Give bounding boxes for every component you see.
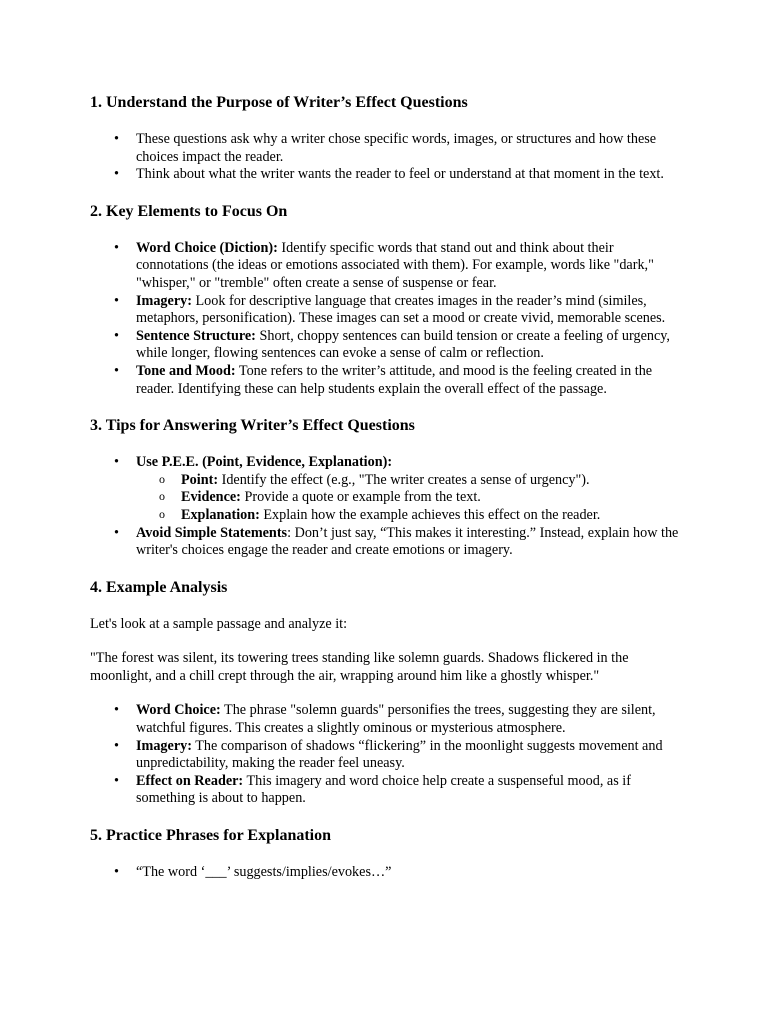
sub-list-item bbox=[181, 507, 680, 525]
intro-paragraph: Let's look at a sample passage and analyze it: bbox=[90, 615, 348, 632]
section-3-heading: 3. Tips for Answering Writer’s Effect Questions bbox=[90, 417, 415, 435]
section-4-list bbox=[90, 702, 680, 808]
pee-sublist bbox=[136, 472, 680, 525]
item-term: Imagery: bbox=[136, 292, 192, 309]
section-3-list bbox=[90, 454, 680, 560]
item-term: Avoid Simple Statements bbox=[136, 524, 288, 541]
list-item: • “The word ‘___’ suggests/implies/evokes…” bbox=[136, 864, 680, 882]
item-text: The phrase "solemn guards" personifies the trees, suggesting they are silent, watchful figures. This creates a slightly ominous or mysterious atmosphere. bbox=[136, 702, 656, 737]
list-item bbox=[136, 702, 680, 737]
item-text: Explain how the example achieves this effect on the reader. bbox=[259, 506, 601, 523]
list-item bbox=[136, 293, 680, 328]
item-term: Evidence: bbox=[181, 489, 241, 506]
list-item bbox=[136, 363, 680, 398]
list-item bbox=[136, 328, 680, 363]
section-5-heading: 5. Practice Phrases for Explanation bbox=[90, 827, 332, 845]
list-item: • Think about what the writer wants the reader to feel or understand at that moment in the text. bbox=[136, 166, 680, 184]
list-item: • These questions ask why a writer chose specific words, images, or structures and how these choices impact the reader. bbox=[136, 131, 680, 166]
list-item bbox=[136, 240, 680, 293]
sub-list-item bbox=[181, 489, 680, 507]
item-text: Provide a quote or example from the text. bbox=[240, 489, 481, 506]
item-text: The comparison of shadows “flickering” in the moonlight suggests movement and unpredictability, making the reader feel uneasy. bbox=[136, 737, 663, 772]
item-text: Tone refers to the writer’s attitude, and mood is the feeling created in the reader. Identifying these can help students explain the overall effect of the passage. bbox=[136, 362, 653, 397]
document-body bbox=[90, 93, 680, 900]
sub-list-item bbox=[181, 472, 680, 490]
section-1-heading: 1. Understand the Purpose of Writer’s Effect Questions bbox=[90, 94, 468, 111]
section-4-heading: 4. Example Analysis bbox=[90, 578, 228, 596]
item-term: Use P.E.E. (Point, Evidence, Explanation): bbox=[136, 454, 393, 471]
sample-passage: "The forest was silent, its towering trees standing like solemn guards. Shadows flickered in the moonlight, and a chill crept through the air, wrapping around him like a ghostly whisper." bbox=[90, 650, 629, 684]
section-2-list bbox=[90, 240, 680, 398]
item-text: Short, choppy sentences can build tension or create a feeling of urgency, while longer, flowing sentences can evoke a sense of calm or reflection. bbox=[136, 327, 670, 362]
section-2-heading: 2. Key Elements to Focus On bbox=[90, 202, 288, 220]
item-text: Look for descriptive language that creates images in the reader’s mind (similes, metaphors, personification). These images can set a mood or create vivid, memorable scenes. bbox=[136, 292, 666, 327]
section-5-list bbox=[90, 864, 680, 882]
item-term: Tone and Mood: bbox=[136, 362, 236, 379]
item-text: Identify specific words that stand out and think about their connotations (the ideas or emotions associated with them). For example, words like "dark," "whisper," or "tremble" often create a sense of suspense or fear. bbox=[136, 239, 654, 291]
section-1-list bbox=[90, 131, 680, 184]
item-term: Point: bbox=[181, 471, 219, 488]
item-text: Identify the effect (e.g., "The writer creates a sense of urgency"). bbox=[218, 471, 590, 488]
item-term: Sentence Structure: bbox=[136, 327, 256, 344]
item-text: This imagery and word choice help create a suspenseful mood, as if something is about to happen. bbox=[136, 772, 631, 807]
item-text: : Don’t just say, “This makes it interesting.” Instead, explain how the writer's choices engage the reader and create emotions or imagery. bbox=[136, 524, 679, 559]
list-item bbox=[136, 738, 680, 773]
item-term: Word Choice (Diction): bbox=[136, 239, 278, 256]
list-item bbox=[136, 525, 680, 560]
item-term: Effect on Reader: bbox=[136, 772, 244, 789]
item-term: Explanation: bbox=[181, 506, 260, 523]
item-term: Word Choice: bbox=[136, 702, 221, 719]
list-item bbox=[136, 773, 680, 808]
list-item bbox=[136, 454, 680, 524]
item-term: Imagery: bbox=[136, 737, 192, 754]
